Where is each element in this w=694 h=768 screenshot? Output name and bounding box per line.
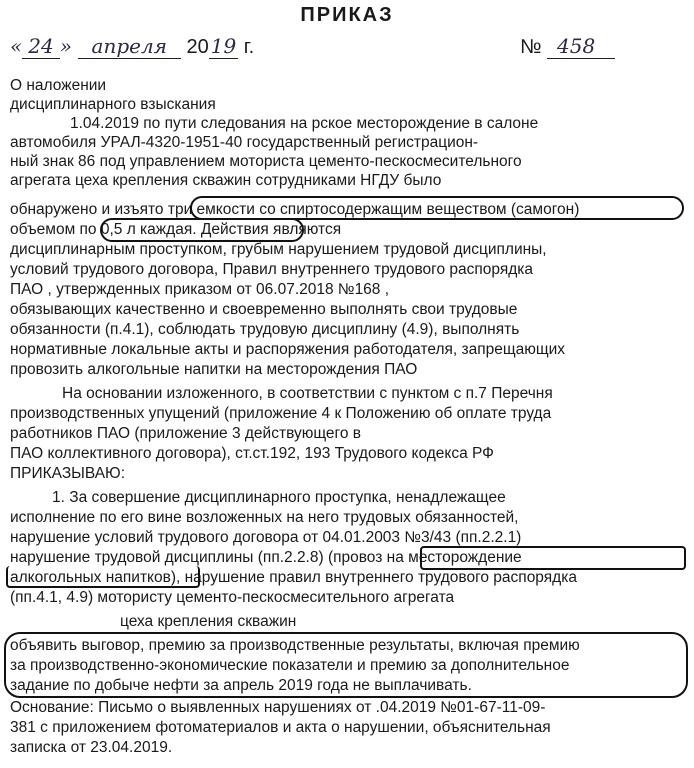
text-line: ный знак 86 под управлением моториста цементо-пескосмесительного xyxy=(10,153,522,170)
number-value: 458 xyxy=(547,34,615,59)
text-line: дисциплинарного взыскания xyxy=(10,96,216,113)
date-year-suffix: 19 xyxy=(210,34,237,58)
number-label: № xyxy=(520,36,542,58)
order-number xyxy=(520,34,615,59)
text-line: нарушение условий трудового договора от 04.01.2003 №3/43 (пп.2.2.1) xyxy=(10,529,522,546)
text-line: цеха крепления скважин xyxy=(120,613,297,630)
text-line: нарушение трудовой дисциплины (пп.2.2.8) (провоз на месторождение xyxy=(10,549,522,566)
highlight-underline-volume xyxy=(100,218,304,242)
text-line: На основании изложенного, в соответствии с пунктом с п.7 Перечня xyxy=(62,385,553,402)
date-close-quote: » xyxy=(59,34,72,58)
text-line: за производственно-экономические показатели и премию за дополнительное xyxy=(10,657,570,674)
text-line: объявить выговор, премию за производственные результаты, включая премию xyxy=(10,637,580,654)
highlight-underline-alcohol xyxy=(6,566,200,588)
text-line: (пп.4.1, 4.9) мотористу цементо-пескосмесительного агрегата xyxy=(10,589,455,606)
text-line: 381 с приложением фотоматериалов и акта о нарушении, объяснительная xyxy=(10,719,551,736)
text-line: провозить алкогольные напитки на месторождения ПАО xyxy=(10,361,418,378)
text-line: условий трудового договора, Правил внутреннего трудового распорядка xyxy=(10,261,534,278)
text-line: обязывающих качественно и своевременно выполнять свои трудовые xyxy=(10,301,518,318)
text-line: алкогольных напитков), нарушение правил внутреннего трудового распорядка xyxy=(10,569,577,586)
highlight-underline-substance xyxy=(190,196,684,220)
date-day: 24 xyxy=(22,34,59,59)
text-line: дисциплинарным проступком, грубым нарушением трудовой дисциплины, xyxy=(10,241,547,258)
text-line: ПРИКАЗЫВАЮ: xyxy=(10,465,126,482)
text-line: О наложении xyxy=(10,77,107,94)
text-line: работников ПАО (приложение 3 действующего в xyxy=(10,425,362,442)
text-line: объемом по 0,5 л каждая. Действия являются xyxy=(10,221,342,238)
text-line: 1.04.2019 по пути следования на рское месторождение в салоне xyxy=(70,115,539,132)
highlight-box-penalty xyxy=(4,632,688,698)
date-suffix: г. xyxy=(243,36,255,58)
highlight-underline-transport xyxy=(420,546,686,570)
date-year-prefix: 20 xyxy=(186,36,209,58)
text-line: производственных упущений (приложение 4 к Положению об оплате труда xyxy=(10,405,552,422)
text-line: обнаружено и изъято три емкости со спиртосодержащим веществом (самогон) xyxy=(10,201,580,218)
date-open-quote: « xyxy=(10,34,23,58)
document-title: ПРИКАЗ xyxy=(300,4,394,26)
text-line: автомобиля УРАЛ-4320-1951-40 государственный регистрацион- xyxy=(10,134,479,151)
text-line: 1. За совершение дисциплинарного проступка, ненадлежащее xyxy=(52,489,506,506)
text-line: ПАО , утвержденных приказом от 06.07.2018 №168 , xyxy=(10,281,390,298)
text-line: записка от 23.04.2019. xyxy=(10,739,173,756)
text-line: агрегата цеха крепления скважин сотрудниками НГДУ было xyxy=(10,172,442,189)
text-line: исполнение по его вине возложенных на него трудовых обязанностей, xyxy=(10,509,519,526)
text-line: нормативные локальные акты и распоряжения работодателя, запрещающих xyxy=(10,341,566,358)
text-line: ПАО коллективного договора), ст.ст.192, 193 Трудового кодекса РФ xyxy=(10,445,494,462)
date-month: апреля xyxy=(78,34,181,59)
order-date xyxy=(10,34,254,59)
text-line: Основание: Письмо о выявленных нарушениях от .04.2019 №01-67-11-09- xyxy=(10,699,546,716)
text-line: задание по добыче нефти за апрель 2019 года не выплачивать. xyxy=(10,677,472,694)
text-line: обязанности (п.4.1), соблюдать трудовую дисциплину (4.9), выполнять xyxy=(10,321,520,338)
